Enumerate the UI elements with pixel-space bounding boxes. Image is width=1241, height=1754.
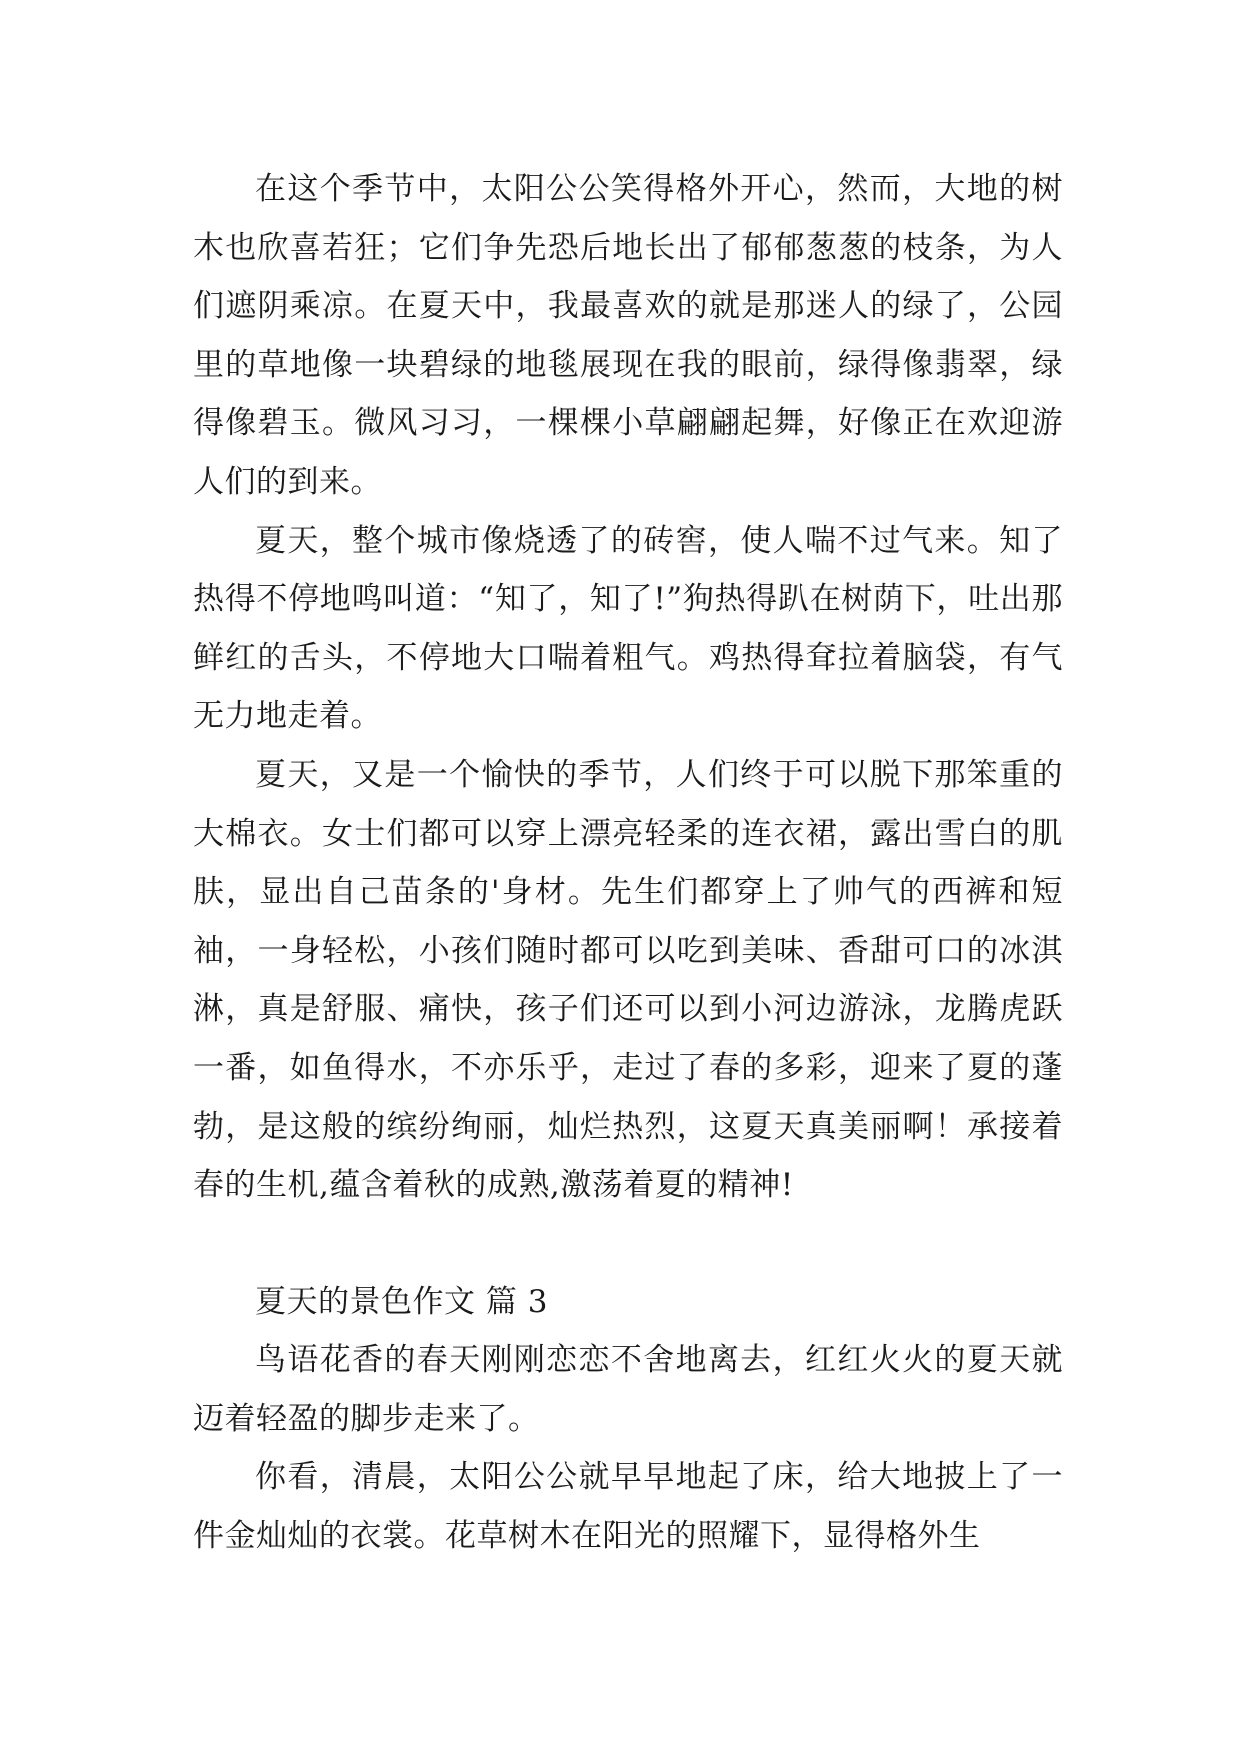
paragraph: 你看，清晨，太阳公公就早早地起了床，给大地披上了一件金灿灿的衣裳。花草树木在阳光的照耀下，显得格外生: [193, 1459, 1063, 1555]
paragraph: 夏天，又是一个愉快的季节，人们终于可以脱下那笨重的大棉衣。女士们都可以穿上漂亮轻柔的连衣裙，露出雪白的肌肤，显出自己苗条的'身材。先生们都穿上了帅气的西裤和短袖，一身轻松，小孩们随时都可以吃到美味、香甜可口的冰淇淋，真是舒服、痛快，孩子们还可以到小河边游泳，龙腾虎跃一番，如鱼得水，不亦乐乎，走过了春的多彩，迎来了夏的蓬勃，是这般的缤纷绚丽，灿烂热烈，这夏天真美丽啊！承接着春的生机,蕴含着秋的成熟,激荡着夏的精神!: [193, 756, 1063, 1204]
paragraph: 夏天，整个城市像烧透了的砖窖，使人喘不过气来。知了热得不停地鸣叫道：“知了，知了!”狗热得趴在树荫下，吐出那鲜红的舌头，不停地大口喘着粗气。鸡热得耷拉着脑袋，有气无力地走着。: [193, 522, 1063, 735]
section-title: 夏天的景色作文 篇 3: [255, 1283, 548, 1320]
paragraph: 在这个季节中，太阳公公笑得格外开心，然而，大地的树木也欣喜若狂；它们争先恐后地长出了郁郁葱葱的枝条，为人们遮阴乘凉。在夏天中，我最喜欢的就是那迷人的绿了，公园里的草地像一块碧绿的地毯展现在我的眼前，绿得像翡翠，绿得像碧玉。微风习习，一棵棵小草翩翩起舞，好像正在欢迎游人们的到来。: [193, 171, 1063, 500]
document-body: [193, 160, 1063, 1566]
paragraph-gap: [193, 1215, 1063, 1273]
paragraph: 鸟语花香的春天刚刚恋恋不舍地离去，红红火火的夏天就迈着轻盈的脚步走来了。: [193, 1342, 1063, 1437]
